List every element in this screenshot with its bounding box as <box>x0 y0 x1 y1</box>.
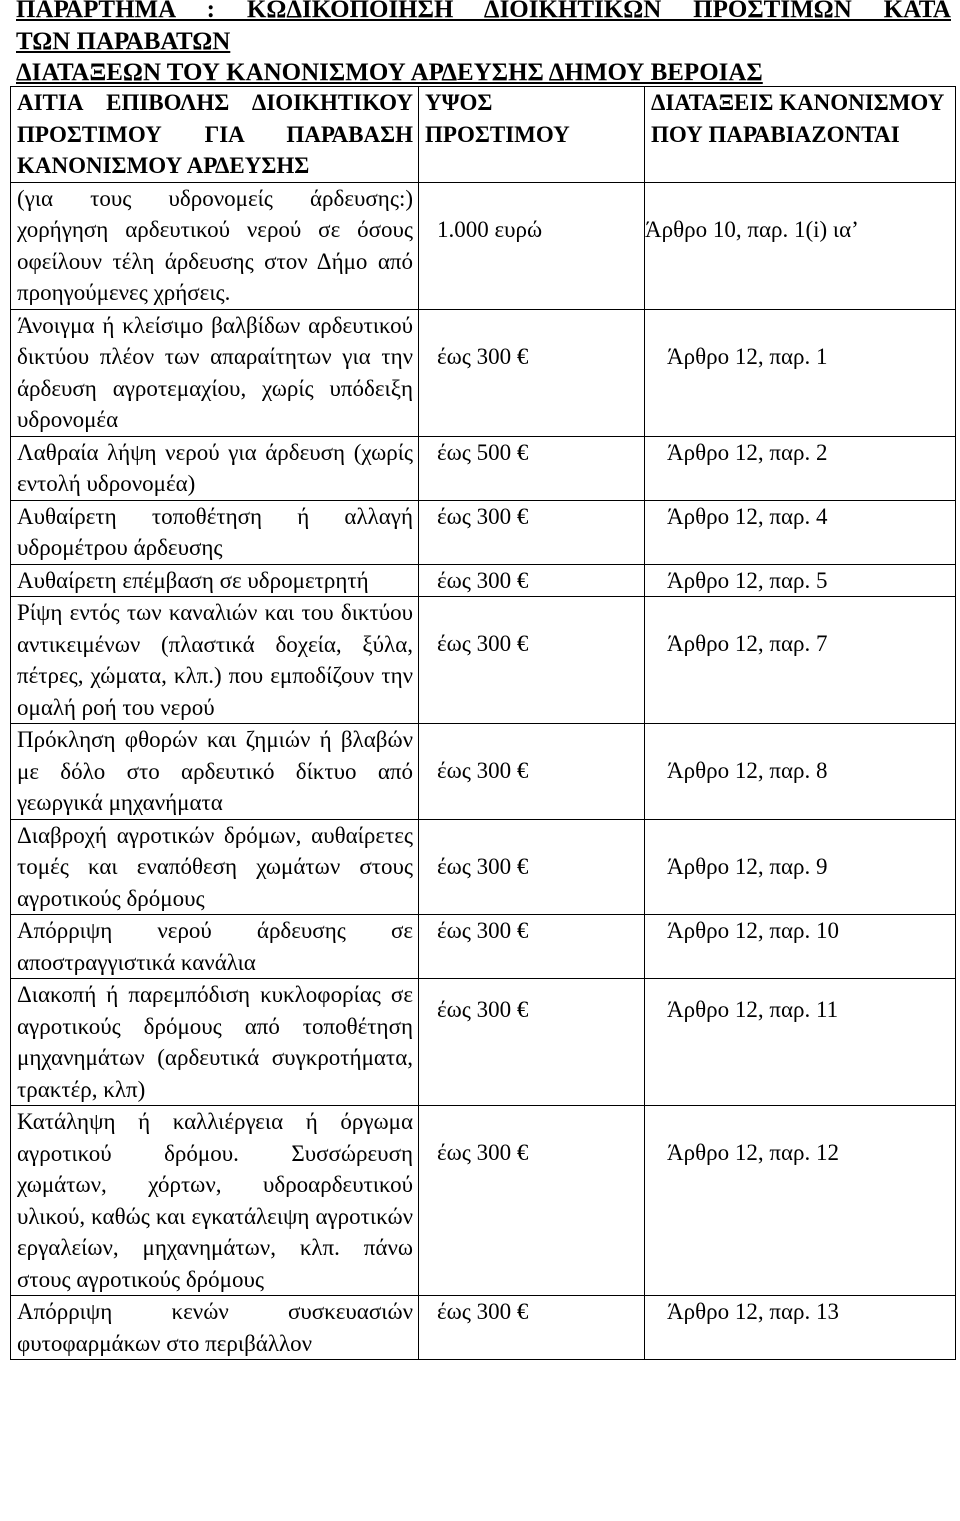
header-articles: ΔΙΑΤΑΞΕΙΣ ΚΑΝΟΝΙΣΜΟΥ ΠΟΥ ΠΑΡΑΒΙΑΖΟΝΤΑΙ <box>645 87 956 183</box>
row-article: Άρθρο 12, παρ. 4 <box>645 500 956 564</box>
row-cause: Άνοιγμα ή κλείσιμο βαλβίδων αρδευτικού δικτύου πλέον των απαραίτητων για την άρδευση αγροτεμαχίου, χωρίς υπόδειξη υδρονομέα <box>11 309 419 436</box>
row-cause: Αυθαίρετη τοποθέτηση ή αλλαγή υδρομέτρου άρδευσης <box>11 500 419 564</box>
table-row <box>11 819 956 915</box>
table-row <box>11 564 956 597</box>
table-row <box>11 597 956 724</box>
row-fine: έως 300 € <box>419 1106 645 1296</box>
table-row <box>11 724 956 820</box>
table-row <box>11 915 956 979</box>
table-row <box>11 182 956 309</box>
row-fine: έως 300 € <box>419 724 645 820</box>
row-article: Άρθρο 12, παρ. 8 <box>645 724 956 820</box>
row-article: Άρθρο 12, παρ. 9 <box>645 819 956 915</box>
table-row <box>11 500 956 564</box>
title-line-3: ΔΙΑΤΑΞΕΩΝ ΤΟΥ ΚΑΝΟΝΙΣΜΟΥ ΑΡΔΕΥΣΗΣ ΔΗΜΟΥ ΒΕΡΟΙΑΣ <box>16 59 763 86</box>
row-article: Άρθρο 12, παρ. 2 <box>645 436 956 500</box>
row-article: Άρθρο 12, παρ. 11 <box>645 979 956 1106</box>
row-cause: Κατάληψη ή καλλιέργεια ή όργωμα αγροτικού δρόμου. Συσσώρευση χωμάτων, χόρτων, υδροαρδευτικού υλικού, καθώς και εγκατάλειψη αγροτικών εργαλείων, μηχανημάτων, κλπ. πάνω στους αγροτικούς δρόμους <box>11 1106 419 1296</box>
row-fine: 1.000 ευρώ <box>419 182 645 309</box>
row-cause: Απόρριψη νερού άρδευσης σε αποστραγγιστικά κανάλια <box>11 915 419 979</box>
table-header-row <box>11 87 956 183</box>
row-cause: Λαθραία λήψη νερού για άρδευση (χωρίς εντολή υδρονομέα) <box>11 436 419 500</box>
row-article: Άρθρο 12, παρ. 5 <box>645 564 956 597</box>
row-article: Άρθρο 10, παρ. 1(i) ια’ <box>645 182 956 309</box>
header-fine: ΥΨΟΣ ΠΡΟΣΤΙΜΟΥ <box>419 87 645 183</box>
row-cause: Διακοπή ή παρεμπόδιση κυκλοφορίας σε αγροτικούς δρόμους από τοποθέτηση μηχανημάτων (αρδευτικά συγκροτήματα, τρακτέρ, κλπ) <box>11 979 419 1106</box>
table-row <box>11 309 956 436</box>
row-fine: έως 500 € <box>419 436 645 500</box>
row-fine: έως 300 € <box>419 979 645 1106</box>
row-fine: έως 300 € <box>419 915 645 979</box>
table-row <box>11 979 956 1106</box>
row-article: Άρθρο 12, παρ. 10 <box>645 915 956 979</box>
fines-table <box>10 86 956 1360</box>
row-cause: Απόρριψη κενών συσκευασιών φυτοφαρμάκων στο περιβάλλον <box>11 1296 419 1360</box>
header-cause: ΑΙΤΙΑ ΕΠΙΒΟΛΗΣ ΔΙΟΙΚΗΤΙΚΟΥ ΠΡΟΣΤΙΜΟΥ ΓΙΑ ΠΑΡΑΒΑΣΗ ΚΑΝΟΝΙΣΜΟΥ ΑΡΔΕΥΣΗΣ <box>11 87 419 183</box>
title-line-1: ΠΑΡΑΡΤΗΜΑ : ΚΩΔΙΚΟΠΟΙΗΣΗ ΔΙΟΙΚΗΤΙΚΩΝ ΠΡΟΣΤΙΜΩΝ ΚΑΤΑ <box>16 0 951 23</box>
row-fine: έως 300 € <box>419 819 645 915</box>
title-line-2: ΤΩΝ ΠΑΡΑΒΑΤΩΝ <box>16 27 231 55</box>
row-fine: έως 300 € <box>419 1296 645 1360</box>
document-title <box>16 0 951 89</box>
table-row <box>11 1106 956 1296</box>
table-row <box>11 436 956 500</box>
row-cause: Πρόκληση φθορών και ζημιών ή βλαβών με δόλο στο αρδευτικό δίκτυο από γεωργικά μηχανήματα <box>11 724 419 820</box>
row-fine: έως 300 € <box>419 309 645 436</box>
row-fine: έως 300 € <box>419 597 645 724</box>
row-article: Άρθρο 12, παρ. 13 <box>645 1296 956 1360</box>
row-article: Άρθρο 12, παρ. 1 <box>645 309 956 436</box>
row-fine: έως 300 € <box>419 500 645 564</box>
row-cause: Αυθαίρετη επέμβαση σε υδρομετρητή <box>11 564 419 597</box>
row-cause: Ρίψη εντός των καναλιών και του δικτύου αντικειμένων (πλαστικά δοχεία, ξύλα, πέτρες, χώματα, κλπ.) που εμποδίζουν την ομαλή ροή του νερού <box>11 597 419 724</box>
row-fine: έως 300 € <box>419 564 645 597</box>
row-article: Άρθρο 12, παρ. 12 <box>645 1106 956 1296</box>
row-article: Άρθρο 12, παρ. 7 <box>645 597 956 724</box>
table-row <box>11 1296 956 1360</box>
row-cause: Διαβροχή αγροτικών δρόμων, αυθαίρετες τομές και εναπόθεση χωμάτων στους αγροτικούς δρόμους <box>11 819 419 915</box>
row-cause: (για τους υδρονομείς άρδευσης:) χορήγηση αρδευτικού νερού σε όσους οφείλουν τέλη άρδευσης στον Δήμο από προηγούμενες χρήσεις. <box>11 182 419 309</box>
